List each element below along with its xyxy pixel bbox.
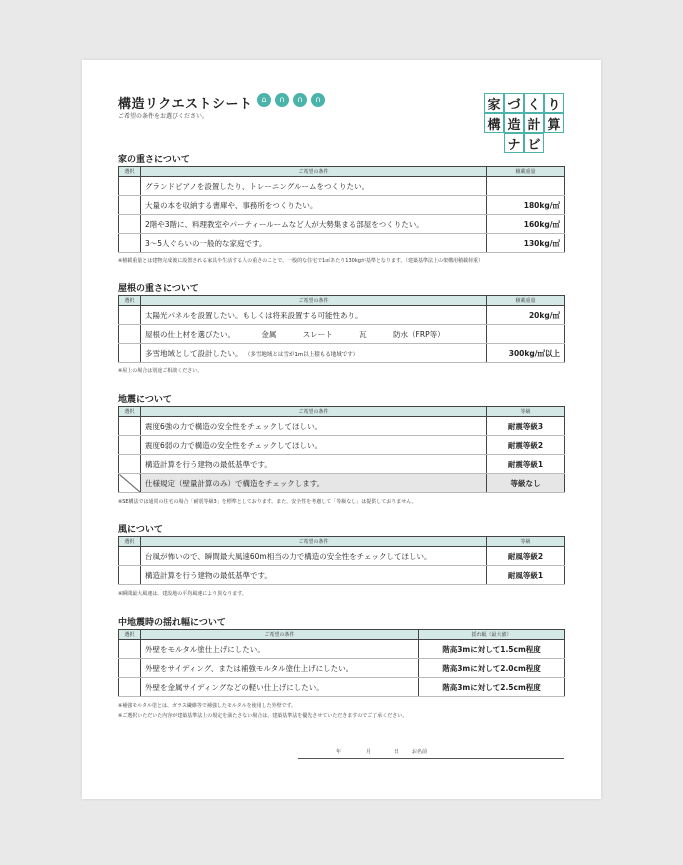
signature-line[interactable] (298, 746, 564, 759)
table-row[interactable] (119, 455, 565, 474)
condition-text: 3〜5人ぐらいの一般的な家庭です。 (141, 234, 487, 253)
wind-table (118, 536, 565, 585)
col-condition: ご希望の条件 (141, 407, 487, 417)
section-title-sway: 中地震時の揺れ幅について (118, 618, 226, 628)
page-subtitle: ご希望の条件をお選びください。 (118, 113, 209, 120)
condition-text: 外壁をサイディング、または補強モルタル塗仕上げにしたい。 (141, 659, 419, 678)
sig-day: 日 (394, 749, 400, 755)
condition-cell (141, 344, 487, 363)
condition-note: （多雪地域とは雪が1m以上積もる地域です） (244, 351, 359, 358)
sway-table (118, 629, 565, 697)
select-checkbox[interactable] (119, 678, 141, 697)
note: ※瞬間最大風速は、建設地の平均風速により異なります。 (118, 591, 247, 597)
disabled-checkbox (119, 474, 141, 493)
roof-weight-table (118, 295, 565, 363)
col-condition: ご希望の条件 (141, 630, 419, 640)
col-select: 選択 (119, 167, 141, 177)
earthquake-table (118, 406, 565, 493)
table-row[interactable] (119, 659, 565, 678)
col-condition: ご希望の条件 (141, 167, 487, 177)
condition-text: 構造計算を行う建物の最低基準です。 (141, 566, 487, 585)
table-row[interactable] (119, 547, 565, 566)
select-checkbox[interactable] (119, 306, 141, 325)
select-checkbox[interactable] (119, 640, 141, 659)
select-checkbox[interactable] (119, 215, 141, 234)
request-sheet (82, 60, 601, 799)
value-text: 130kg/㎡ (487, 234, 565, 253)
table-row[interactable] (119, 566, 565, 585)
grade-text: 耐震等級3 (487, 417, 565, 436)
table-row[interactable] (119, 417, 565, 436)
sway-text: 階高3mに対して2.0cm程度 (419, 659, 565, 678)
page-title: 構造リクエストシート (118, 97, 253, 112)
table-row[interactable] (119, 234, 565, 253)
note: ※屋上の場合は別途ご相談ください。 (118, 368, 203, 374)
condition-text: 多雪地域として設計したい。 (145, 348, 243, 358)
select-checkbox[interactable] (119, 177, 141, 196)
sway-text: 階高3mに対して2.5cm程度 (419, 678, 565, 697)
select-checkbox[interactable] (119, 455, 141, 474)
arch-icon: ∩ (275, 93, 289, 107)
value-text: 20kg/㎡ (487, 306, 565, 325)
arch-icon: ∩ (311, 93, 325, 107)
logo (484, 93, 566, 159)
logo-char: ナ (504, 133, 524, 153)
value-text: 180kg/㎡ (487, 196, 565, 215)
logo-char: づ (504, 93, 524, 113)
sway-text: 階高3mに対して1.5cm程度 (419, 640, 565, 659)
table-row[interactable] (119, 678, 565, 697)
col-value: 積載重量 (487, 167, 565, 177)
table-row[interactable] (119, 306, 565, 325)
select-checkbox[interactable] (119, 417, 141, 436)
logo-char: 構 (484, 113, 504, 133)
col-value: 積載重量 (487, 296, 565, 306)
table-row[interactable] (119, 196, 565, 215)
condition-text: 大量の本を収納する書庫や、事務所をつくりたい。 (141, 196, 487, 215)
sig-month: 月 (366, 749, 372, 755)
grade-text: 耐風等級1 (487, 566, 565, 585)
select-checkbox[interactable] (119, 196, 141, 215)
col-grade: 等級 (487, 407, 565, 417)
col-select: 選択 (119, 537, 141, 547)
note: ※補強モルタル塗とは、ガラス繊維等で補強したモルタルを使用した外壁です。 (118, 703, 297, 709)
grade-text: 耐震等級1 (487, 455, 565, 474)
col-select: 選択 (119, 296, 141, 306)
table-row[interactable] (119, 177, 565, 196)
condition-text: グランドピアノを設置したり、トレーニングルームをつくりたい。 (141, 177, 487, 196)
sig-year: 年 (336, 749, 342, 755)
condition-cell (141, 325, 487, 344)
col-grade: 等級 (487, 537, 565, 547)
condition-text: 屋根の仕上材を選びたい。 (145, 329, 235, 339)
table-row-disabled (119, 474, 565, 493)
category-icons (257, 93, 325, 107)
table-row[interactable] (119, 436, 565, 455)
col-select: 選択 (119, 407, 141, 417)
section-title-earthquake: 地震について (118, 395, 172, 405)
house-weight-table (118, 166, 565, 253)
condition-text: 仕様規定（壁量計算のみ）で構造をチェックします。 (141, 474, 487, 493)
condition-text: 2階や3階に、料理教室やパーティールームなど人が大勢集まる部屋をつくりたい。 (141, 215, 487, 234)
arch-small-icon: ∩ (293, 93, 307, 107)
value-text: 300kg/㎡以上 (487, 344, 565, 363)
select-checkbox[interactable] (119, 659, 141, 678)
condition-text: 外壁をモルタル塗仕上げにしたい。 (141, 640, 419, 659)
logo-char: ビ (524, 133, 544, 153)
select-checkbox[interactable] (119, 325, 141, 344)
value-text: 160kg/㎡ (487, 215, 565, 234)
house-icon: ⌂ (257, 93, 271, 107)
condition-text: 震度6強の力で構造の安全性をチェックしてほしい。 (141, 417, 487, 436)
value-text (487, 325, 565, 344)
condition-text: 外壁を金属サイディングなどの軽い仕上げにしたい。 (141, 678, 419, 697)
value-text (487, 177, 565, 196)
grade-text: 耐震等級2 (487, 436, 565, 455)
condition-text: 台風が怖いので、瞬間最大風速60m相当の力で構造の安全性をチェックしてほしい。 (141, 547, 487, 566)
condition-text: 太陽光パネルを設置したい。もしくは将来設置する可能性あり。 (141, 306, 487, 325)
select-checkbox[interactable] (119, 344, 141, 363)
table-row[interactable] (119, 344, 565, 363)
note: ※積載重量とは建物完成後に設置される家具や生活する人の重さのことで、一般的な住宅で1㎡あたり130kgが基準となります。（建築基準法上の架構用積載荷重） (118, 258, 483, 264)
select-checkbox[interactable] (119, 436, 141, 455)
condition-text: 構造計算を行う建物の最低基準です。 (141, 455, 487, 474)
col-sway: 揺れ幅（最大値） (419, 630, 565, 640)
condition-text: 震度6弱の力で構造の安全性をチェックしてほしい。 (141, 436, 487, 455)
select-checkbox[interactable] (119, 234, 141, 253)
roof-option[interactable]: 防水（FRP等） (393, 329, 445, 339)
sig-name-label: お名前 (412, 749, 428, 755)
roof-option[interactable]: 金属 (261, 329, 277, 339)
roof-option[interactable]: スレート (302, 329, 333, 339)
roof-option[interactable]: 瓦 (359, 329, 367, 339)
grade-text: 等級なし (487, 474, 565, 493)
select-checkbox[interactable] (119, 547, 141, 566)
note: ※ご選択いただいた内容が建築基準法上の規定を満たさない場合は、建築基準法を優先させていただきますのでご了承ください。 (118, 713, 408, 719)
logo-char: 家 (484, 93, 504, 113)
col-select: 選択 (119, 630, 141, 640)
logo-char: く (524, 93, 544, 113)
logo-char: 造 (504, 113, 524, 133)
table-row[interactable] (119, 325, 565, 344)
logo-char: り (544, 93, 564, 113)
table-row[interactable] (119, 215, 565, 234)
section-title-wind: 風について (118, 525, 163, 535)
logo-char: 算 (544, 113, 564, 133)
select-checkbox[interactable] (119, 566, 141, 585)
col-condition: ご希望の条件 (141, 537, 487, 547)
section-title-house-weight: 家の重さについて (118, 155, 190, 165)
note: ※SE構法では通常の住宅の場合「耐震等級3」を標準としております。また、安全性を考慮して「等級なし」は提供しておりません。 (118, 499, 417, 505)
logo-char: 計 (524, 113, 544, 133)
section-title-roof-weight: 屋根の重さについて (118, 284, 199, 294)
table-row[interactable] (119, 640, 565, 659)
col-condition: ご希望の条件 (141, 296, 487, 306)
grade-text: 耐風等級2 (487, 547, 565, 566)
